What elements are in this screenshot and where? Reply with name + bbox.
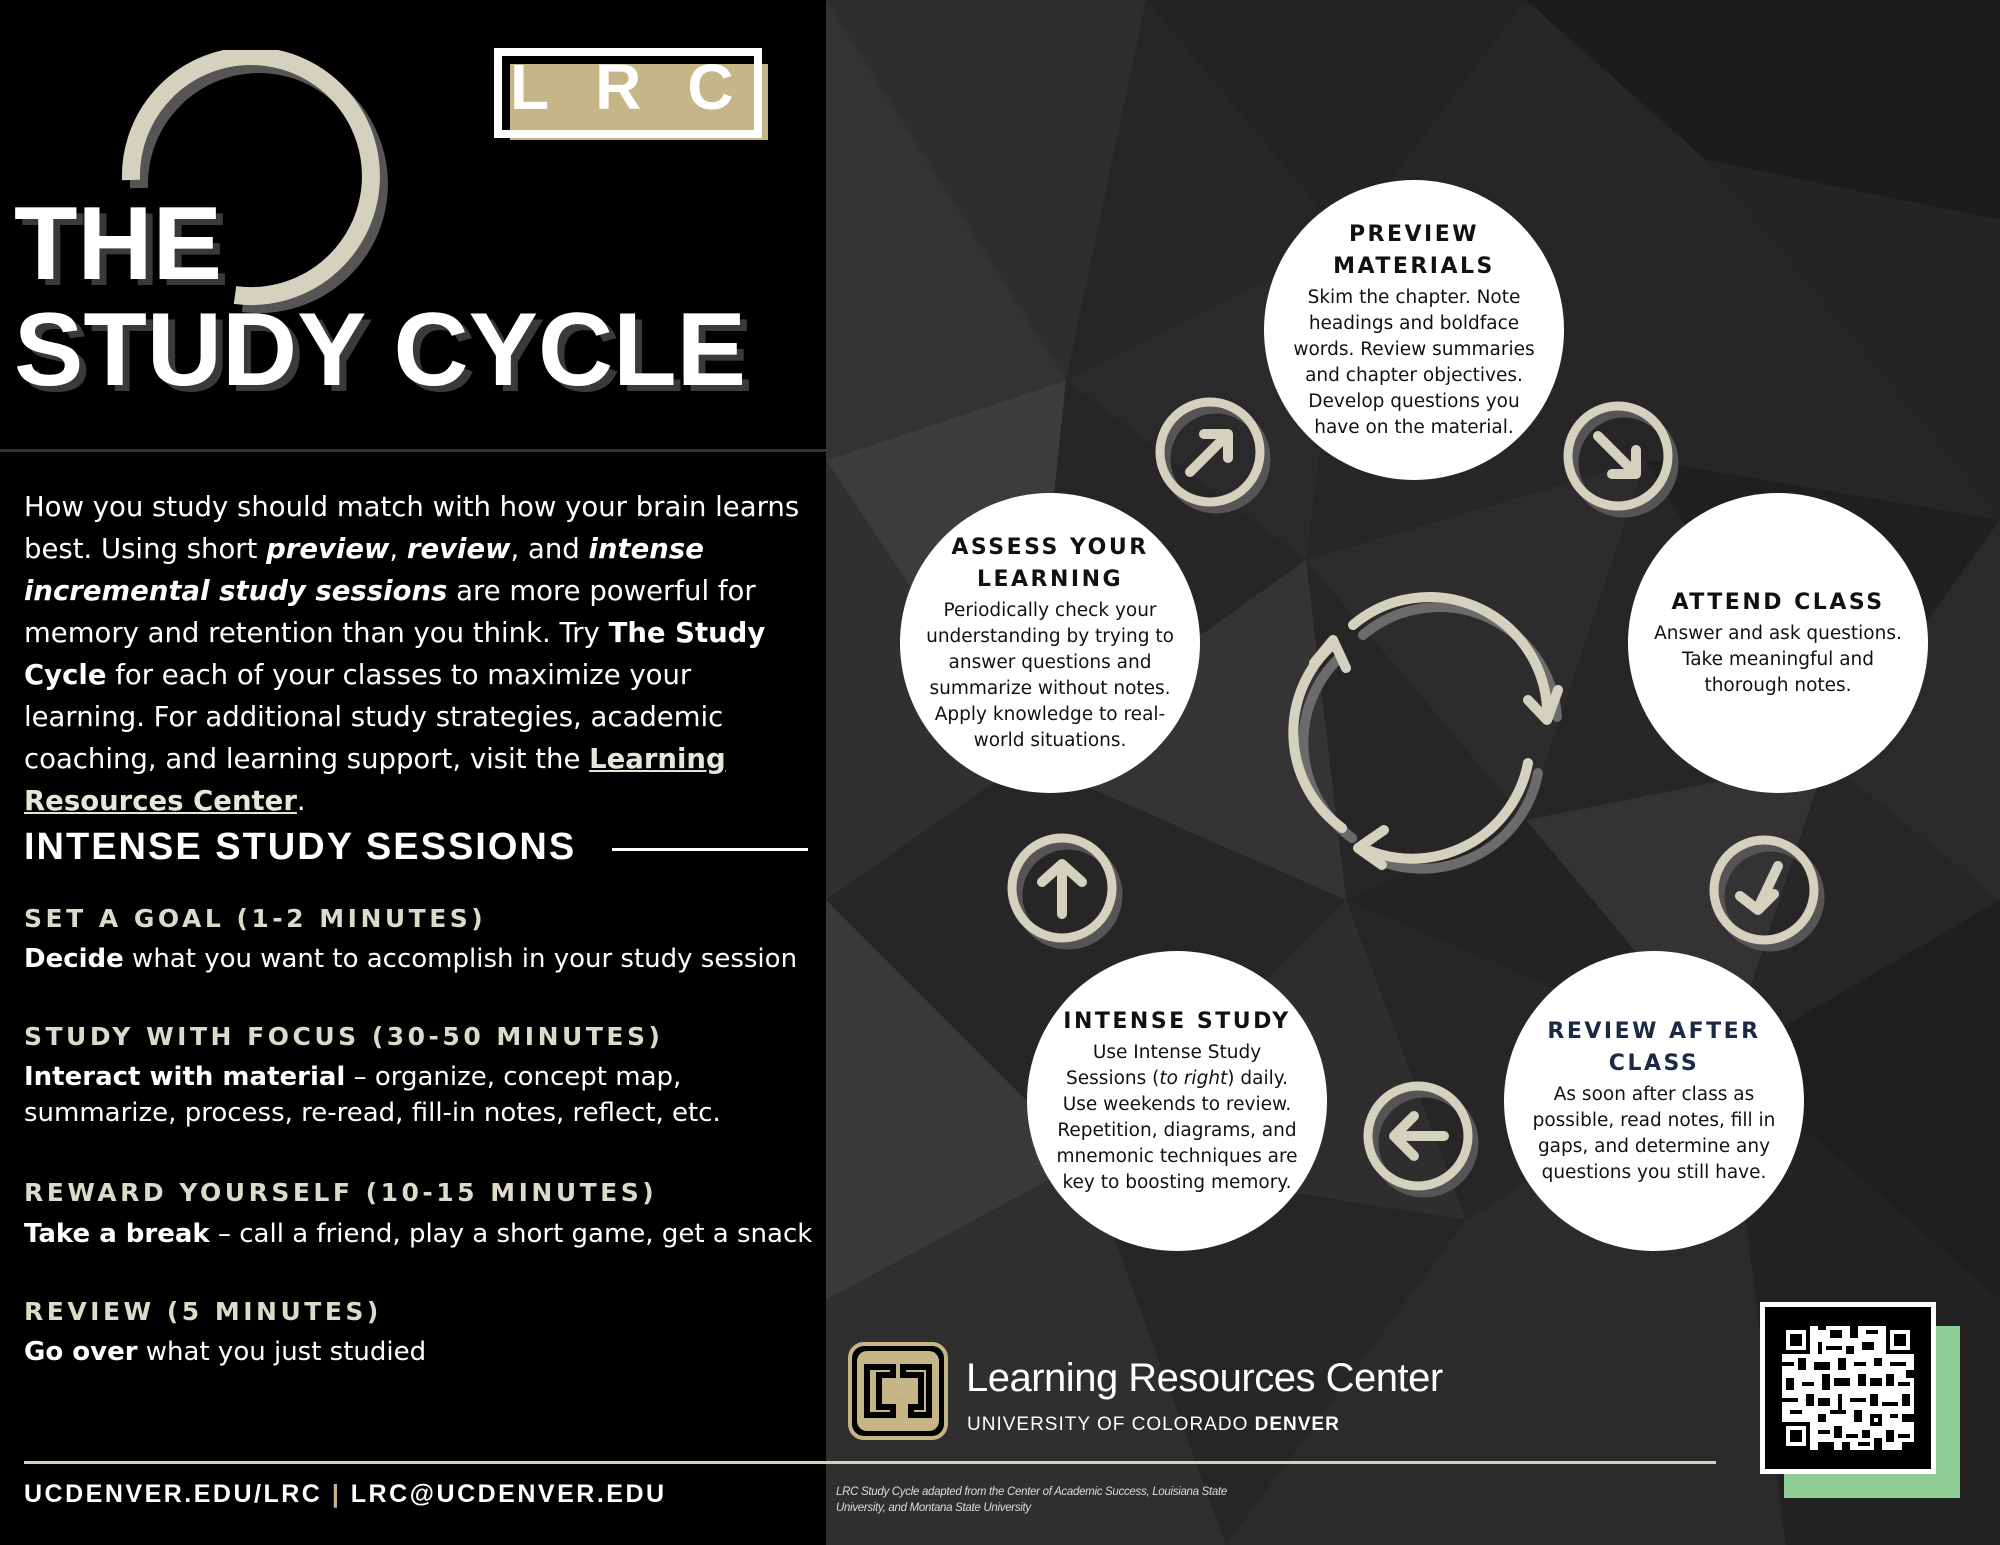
footer-rule (24, 1461, 1716, 1464)
step-desc-reward: Take a break – call a friend, play a short game, get a snack (24, 1219, 813, 1249)
cycle-step-desc: Skim the chapter. Note headings and boldface words. Review summaries and chapter objectives. Develop questions you have on the material. (1293, 287, 1535, 438)
qr-code-icon (1782, 1326, 1914, 1450)
step-title-reward: REWARD YOURSELF (10-15 MINUTES) (24, 1178, 658, 1207)
cu-logo (848, 1342, 948, 1440)
arrow-down-left-icon (1714, 840, 1820, 947)
attribution-note: LRC Study Cycle adapted from the Center of Academic Success, Louisiana State University, and Montana State University (836, 1486, 1227, 1514)
email-link[interactable]: LRC@UCDENVER.EDU (350, 1480, 667, 1508)
cycle-step-desc: Periodically check your understanding by trying to answer questions and summarize without notes. Apply knowledge to real-world situations. (926, 600, 1174, 751)
brand-name: Learning Resources Center (966, 1356, 1443, 1400)
cycle-step-preview (1264, 180, 1564, 480)
cycle-step-attend (1628, 493, 1928, 793)
arrow-up-right-icon (1160, 402, 1266, 509)
brand-university: UNIVERSITY OF COLORADO DENVER (967, 1414, 1340, 1435)
page-title-line-2: STUDY CYCLE (14, 292, 746, 408)
step-title-review: REVIEW (5 MINUTES) (24, 1297, 382, 1326)
cycle-step-title: INTENSE STUDY (1063, 1009, 1291, 1034)
cycle-step-intense-study (1027, 951, 1327, 1251)
page-title-line-1: THE (14, 186, 222, 302)
step-desc-review: Go over what you just studied (24, 1337, 427, 1367)
arrow-up-icon (1012, 838, 1118, 945)
cycle-step-title: ATTEND CLASS (1671, 590, 1885, 615)
lrc-link[interactable]: Learning Resources Center (24, 743, 726, 817)
step-desc-goal: Decide what you want to accomplish in your study session (24, 944, 798, 974)
step-title-goal: SET A GOAL (1-2 MINUTES) (24, 904, 487, 933)
cycle-step-title: ASSESS YOUR LEARNING (951, 535, 1149, 592)
qr-code[interactable] (1760, 1302, 1960, 1498)
arrow-left-icon (1368, 1086, 1474, 1193)
cycle-step-review-after (1504, 951, 1804, 1251)
cycle-step-desc: Answer and ask questions. Take meaningful and thorough notes. (1654, 623, 1902, 696)
cycle-step-title: REVIEW AFTER CLASS (1547, 1019, 1761, 1076)
lrc-logo-letters: LRC (510, 51, 780, 123)
step-title-focus: STUDY WITH FOCUS (30-50 MINUTES) (24, 1022, 664, 1051)
footer-contact: UCDENVER.EDU/LRC | LRC@UCDENVER.EDU (24, 1480, 667, 1508)
intro-paragraph: How you study should match with how your brain learns best. Using short preview, review, and intense incremental study sessions are more powerful for memory and retention than you think. Try The Study Cycle for each of your classes to maximize your learning. For additional study strategies, academic coaching, and learning support, visit the Learning Resources Center. (24, 491, 800, 817)
cycle-step-desc: Use Intense Study Sessions (to right) daily. Use weekends to review. Repetition, diagrams, and mnemonic techniques are key to boosting memory. (1056, 1042, 1298, 1193)
cycle-step-desc: As soon after class as possible, read notes, fill in gaps, and determine any questions you still have. (1532, 1084, 1776, 1183)
svg-text:CU: CU (898, 1400, 900, 1401)
intense-sessions-heading: INTENSE STUDY SESSIONS (24, 826, 577, 868)
website-link[interactable]: UCDENVER.EDU/LRC (24, 1480, 323, 1508)
cycle-step-title: PREVIEW MATERIALS (1333, 222, 1495, 279)
step-desc-focus: Interact with material – organize, concept map, summarize, process, re-read, fill-in notes, reflect, etc. (24, 1062, 721, 1128)
cycle-step-assess (900, 493, 1200, 793)
arrow-down-right-icon (1568, 406, 1674, 513)
